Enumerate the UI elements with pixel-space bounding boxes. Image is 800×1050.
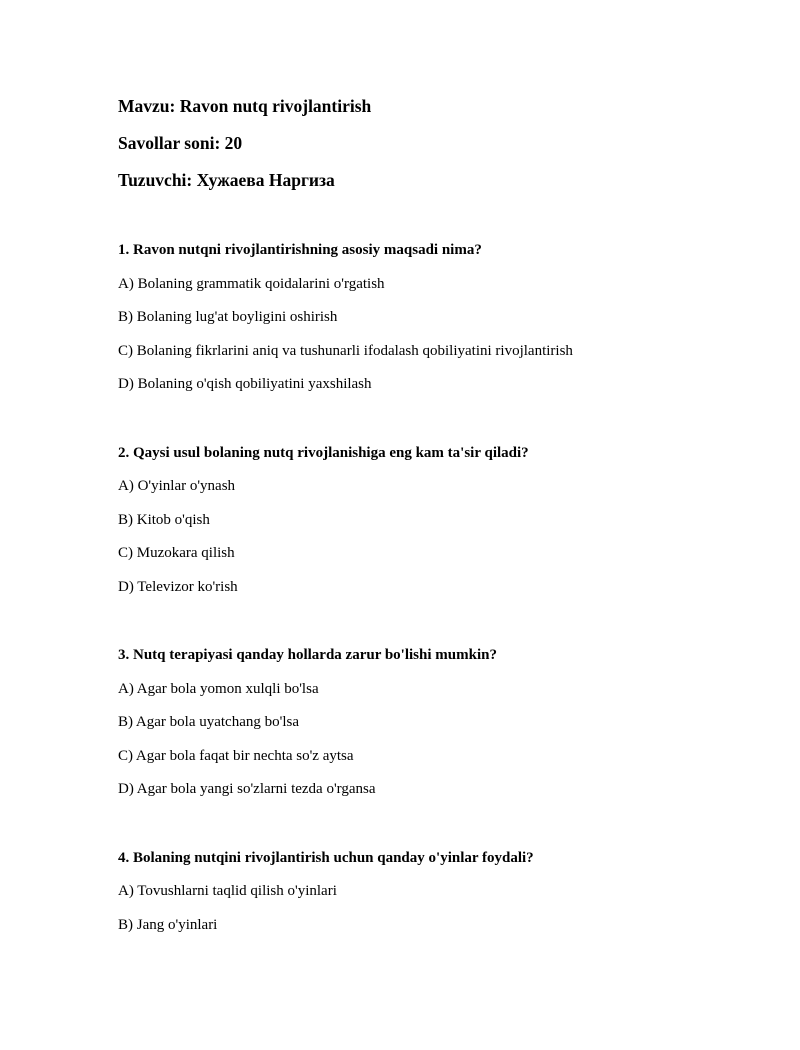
question-title: 3. Nutq terapiyasi qanday hollarda zarur bo'lishi mumkin? [118,645,573,665]
question-title: 1. Ravon nutqni rivojlantirishning asosiy maqsadi nima? [118,240,573,260]
author-heading: Tuzuvchi: Хужаева Наргиза [118,168,758,192]
answer-option: C) Muzokara qilish [118,543,573,563]
answer-option: A) Tovushlarni taqlid qilish o'yinlari [118,881,573,901]
answer-option: B) Agar bola uyatchang bo'lsa [118,712,573,732]
answer-option: D) Bolaning o'qish qobiliyatini yaxshilash [118,374,573,394]
answer-option: B) Kitob o'qish [118,510,573,530]
answer-option: C) Agar bola faqat bir nechta so'z aytsa [118,746,573,766]
answer-option: A) Agar bola yomon xulqli bo'lsa [118,679,573,699]
answer-option: A) O'yinlar o'ynash [118,476,573,496]
answer-option: B) Bolaning lug'at boyligini oshirish [118,307,573,327]
answer-option: A) Bolaning grammatik qoidalarini o'rgatish [118,274,573,294]
answer-option: C) Bolaning fikrlarini aniq va tushunarli ifodalash qobiliyatini rivojlantirish [118,341,573,361]
question-item [118,848,573,1050]
topic-heading: Mavzu: Ravon nutq rivojlantirish [118,94,758,118]
question-item [118,645,573,848]
document-page [118,94,758,192]
answer-option: B) Jang o'yinlari [118,915,573,935]
question-list [118,240,573,1050]
answer-option: D) Televizor ko'rish [118,577,573,597]
question-item [118,240,573,443]
question-count-heading: Savollar soni: 20 [118,131,758,155]
question-title: 2. Qaysi usul bolaning nutq rivojlanishiga eng kam ta'sir qiladi? [118,443,573,463]
answer-option: D) Agar bola yangi so'zlarni tezda o'rgansa [118,779,573,799]
question-title: 4. Bolaning nutqini rivojlantirish uchun qanday o'yinlar foydali? [118,848,573,868]
question-item [118,443,573,646]
